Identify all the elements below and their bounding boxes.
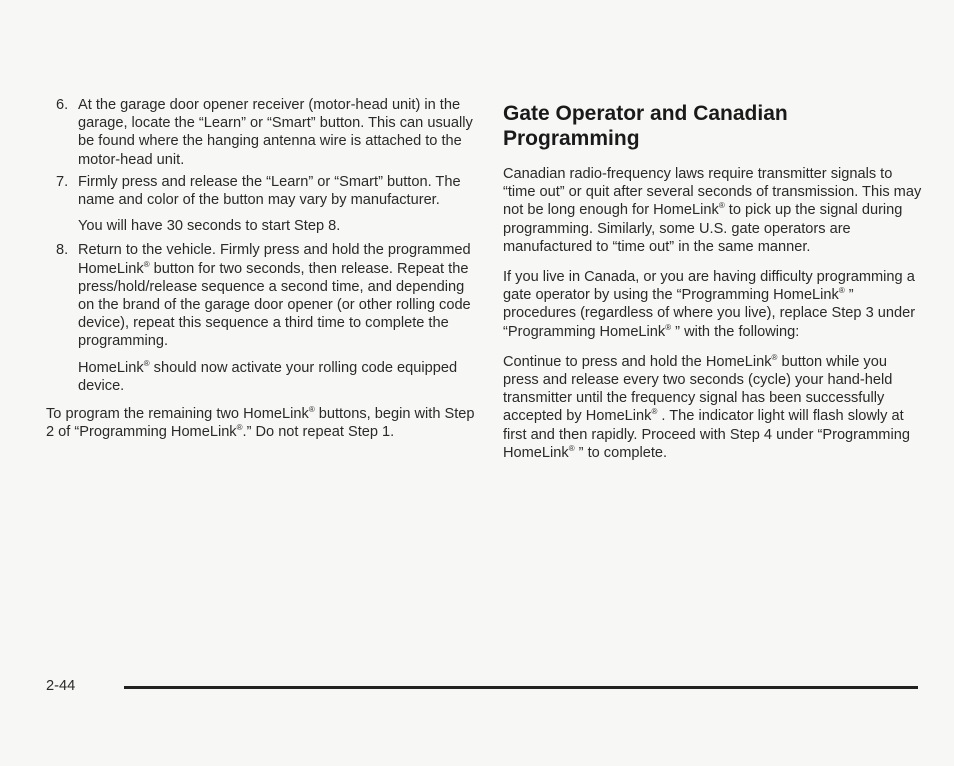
p3-text-b: button while you press and release every two seconds (cycle) your hand-held transmitter until the frequency signal has been successfully accepted by HomeLink	[503, 353, 893, 425]
right-column	[503, 96, 923, 474]
outro-text-a: To program the remaining two HomeLink	[46, 406, 309, 423]
step-8-number: 8.	[56, 242, 69, 259]
p2-text-c: ” with the following:	[671, 323, 800, 340]
canadian-laws-paragraph	[503, 165, 923, 256]
outro-text-b: buttons, begin with Step 2 of “Programming HomeLink	[46, 406, 475, 441]
outro-text-c: .” Do not repeat Step 1.	[242, 424, 395, 441]
p2-text-b: ” procedures (regardless of where you live), replace Step 3 under “Programming HomeLink	[503, 287, 916, 340]
p1-text-a: Canadian radio-frequency laws require transmitter signals to “time out” or quit after several seconds of transmission. This may not be long enough for HomeLink	[503, 166, 922, 219]
step-7-note: You will have 30 seconds to start Step 8.	[78, 218, 341, 235]
registered-mark: ®	[236, 423, 243, 433]
section-title: Gate Operator and Canadian Programming	[503, 102, 788, 150]
registered-mark: ®	[838, 286, 845, 296]
step-6	[46, 96, 478, 169]
continue-procedure-paragraph	[503, 353, 923, 462]
p3-text-a: Continue to press and hold the HomeLink	[503, 353, 772, 370]
p2-text-a: If you live in Canada, or you are having difficulty programming a gate operator by using the “Programming HomeLink	[503, 269, 915, 304]
remaining-buttons-paragraph	[46, 405, 478, 441]
step-8	[46, 241, 478, 350]
registered-mark: ®	[718, 201, 725, 211]
step-7-number: 7.	[56, 173, 69, 190]
step-8-note-b: should now activate your rolling code equipped device.	[78, 359, 458, 394]
step-8-text-b: button for two seconds, then release. Repeat the press/hold/release sequence a second time, and depending on the brand of the garage door opener (or other rolling code device), repeat this sequence a third time to complete the programming.	[78, 260, 471, 350]
canada-instructions-paragraph	[503, 268, 923, 341]
registered-mark: ®	[651, 407, 658, 417]
step-7	[46, 173, 478, 209]
registered-mark: ®	[143, 358, 150, 368]
footer-divider	[124, 686, 918, 689]
registered-mark: ®	[143, 259, 150, 269]
page-number: 2-44	[46, 678, 76, 694]
registered-mark: ®	[771, 352, 778, 362]
left-column	[46, 96, 478, 441]
step-6-text: At the garage door opener receiver (motor-head unit) in the garage, locate the “Learn” or “Smart” button. This can usually be found where the hanging antenna wire is attached to the motor-head unit.	[78, 97, 473, 168]
registered-mark: ®	[308, 405, 315, 415]
registered-mark: ®	[665, 322, 672, 332]
step-8-text-a: Return to the vehicle. Firmly press and hold the programmed HomeLink	[78, 242, 471, 277]
step-6-number: 6.	[56, 97, 69, 113]
step-7-text: Firmly press and release the “Learn” or “Smart” button. The name and color of the button may vary by manufacturer.	[78, 173, 461, 209]
p3-text-c: . The indicator light will flash slowly at first and then rapidly. Proceed with Step 4 under “Programming HomeLink	[503, 408, 910, 461]
step-8-note	[46, 359, 478, 395]
step-8-note-a: HomeLink	[78, 359, 144, 376]
p1-text-b: to pick up the signal during programming. Similarly, some U.S. gate operators are manufactured to “time out” in the same manner.	[503, 202, 903, 255]
p3-text-d: ” to complete.	[574, 444, 668, 461]
registered-mark: ®	[568, 443, 575, 453]
